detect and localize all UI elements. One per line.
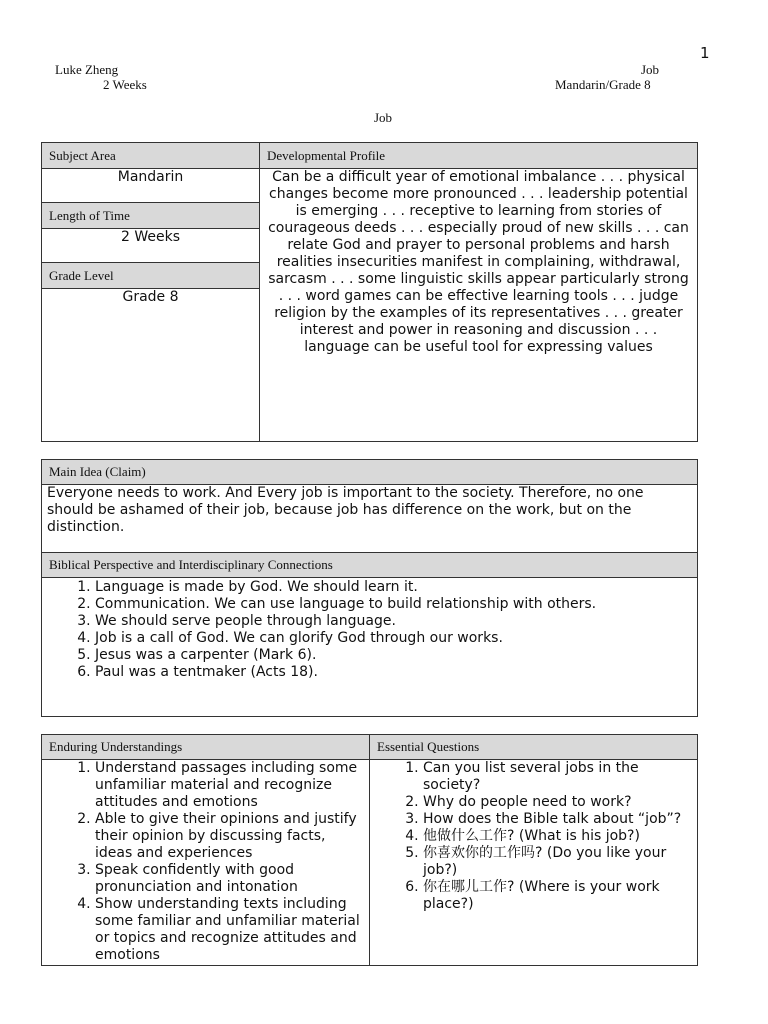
list-item: 1. Can you list several jobs in the society? [423,760,688,794]
list-item: 5. Jesus was a carpenter (Mark 6). [95,647,692,664]
subject-area-label: Subject Area [42,143,259,169]
grade-level-label: Grade Level [42,263,259,289]
author-name: Luke Zheng [55,62,119,77]
main-idea-text: Everyone needs to work. And Every job is important to the society. Therefore, no one should be ashamed of their job, because job has difference on the work, but on the distinction. [47,485,644,535]
page-number: 1 [700,44,710,62]
main-idea-label: Main Idea (Claim) [42,460,697,485]
list-item: 1. Language is made by God. We should learn it. [95,579,692,596]
length-of-time-value: 2 Weeks [120,229,180,245]
developmental-profile-text: Can be a difficult year of emotional imbalance . . . physical changes become more pronounced . . . leadership potential is emerging . . . receptive to learning from stories of courageous deeds . . . especially proud of new skills . . . can relate God and prayer to personal problems and harsh realities insecurities manifest in complaining, withdrawal, sarcasm . . . some linguistic skills appear particularly strong . . . word games can be effective learning tools . . . judge religion by the examples of its representatives . . . greater interest and power in reasoning and discussion . . . language can be useful tool for expressing values [268,169,689,355]
subject-area-value: Mandarin [117,169,184,185]
list-item: 3. How does the Bible talk about “job”? [423,811,688,828]
biblical-list [42,579,692,681]
list-item: 4. 他做什么工作? (What is his job?) [423,828,688,845]
subject-grade-header: Mandarin/Grade 8 [555,77,651,92]
duration-header: 2 Weeks [103,77,147,92]
list-item: 2. Communication. We can use language to build relationship with others. [95,596,692,613]
list-item: 6. 你在哪儿工作? (Where is your work place?) [423,879,688,913]
essential-questions-label: Essential Questions [370,735,697,760]
unit-header: Job [641,62,660,77]
list-item: 1. Understand passages including some unfamiliar material and recognize attitudes and emotions [95,760,364,811]
list-item: 5. 你喜欢你的工作吗? (Do you like your job?) [423,845,688,879]
grade-level-value: Grade 8 [122,289,179,305]
list-item: 4. Show understanding texts including some familiar and unfamiliar material or topics and recognize attitudes and emotions [95,896,364,964]
biblical-perspective-label: Biblical Perspective and Interdisciplinary Connections [42,553,697,578]
list-item: 2. Why do people need to work? [423,794,688,811]
developmental-profile-label: Developmental Profile [260,143,697,169]
document-title: Job [374,110,393,125]
enduring-understandings-label: Enduring Understandings [42,735,369,760]
list-item: 2. Able to give their opinions and justify their opinion by discussing facts, ideas and experiences [95,811,364,862]
profile-table-divider [259,142,260,442]
enduring-list [42,760,364,964]
list-item: 4. Job is a call of God. We can glorify God through our works. [95,630,692,647]
list-item: 3. Speak confidently with good pronunciation and intonation [95,862,364,896]
length-of-time-label: Length of Time [42,203,259,229]
list-item: 3. We should serve people through language. [95,613,692,630]
list-item: 6. Paul was a tentmaker (Acts 18). [95,664,692,681]
essential-list [370,760,688,913]
